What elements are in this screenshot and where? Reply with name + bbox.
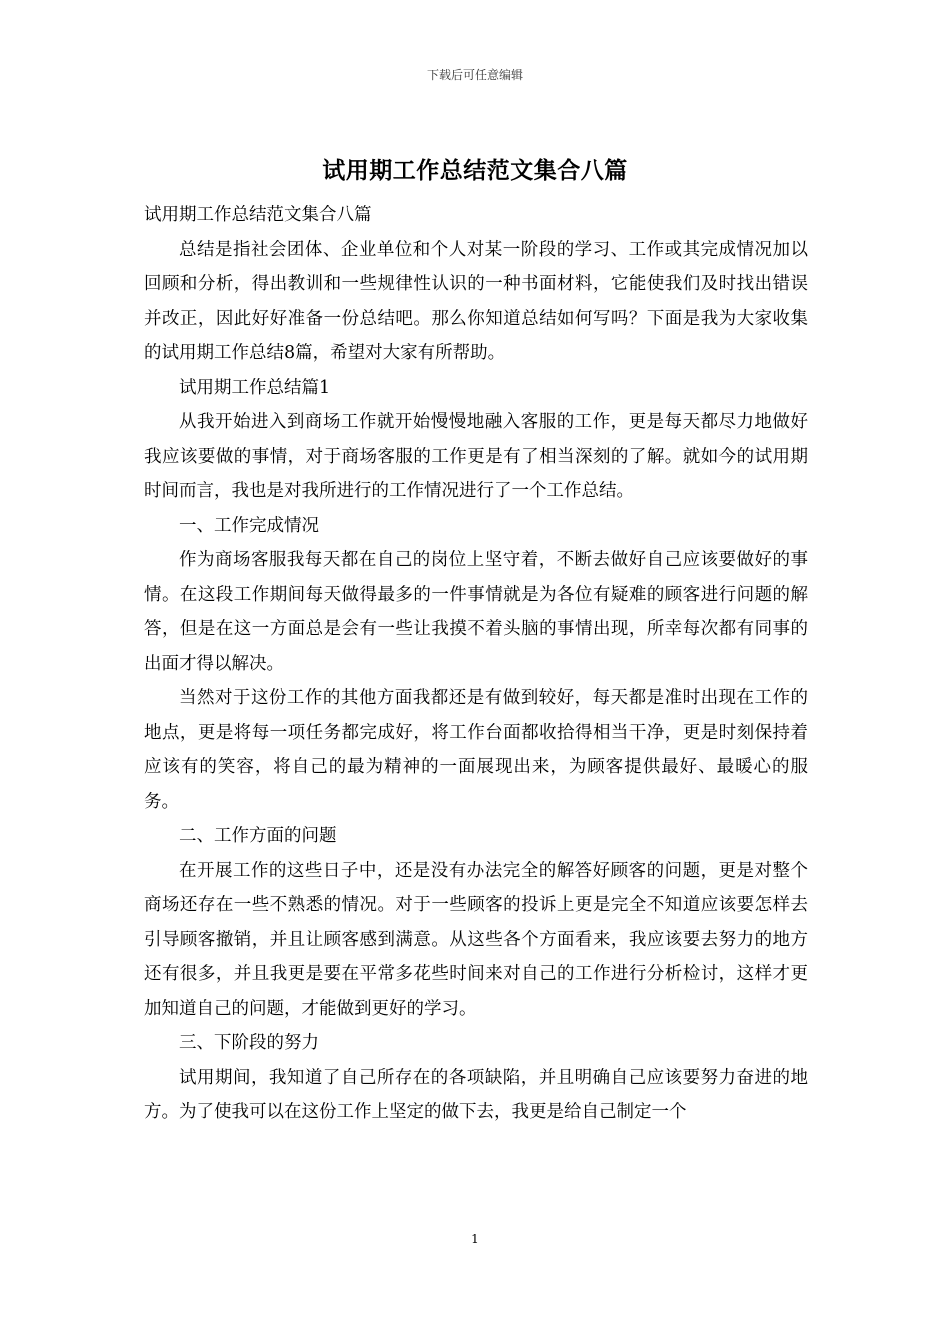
paragraph-work-problems: 在开展工作的这些日子中，还是没有办法完全的解答好顾客的问题，更是对整个商场还存在一些不熟悉的情况。对于一些顾客的投诉上更是完全不知道应该要怎样去引导顾客撤销，并且让顾客感到满意。从这些各个方面看来，我应该要去努力的地方还有很多，并且我更是要在平常多花些时间来对自己的工作进行分析检讨，这样才更加知道自己的问题，才能做到更好的学习。 [144,860,808,1019]
header-note: 下载后可任意编辑 [426,68,523,82]
paragraph-intro: 总结是指社会团体、企业单位和个人对某一阶段的学习、工作或其完成情况加以回顾和分析，得出教训和一些规律性认识的一种书面材料，它能使我们及时找出错误并改正，因此好好准备一份总结吧。那么你知道总结如何写吗？下面是我为大家收集的试用期工作总结8篇，希望对大家有所帮助。 [144,239,808,363]
section-heading-work-problems: 二、工作方面的问题 [179,826,337,846]
section-heading-part-1: 试用期工作总结篇1 [179,377,331,398]
document-title: 试用期工作总结范文集合八篇 [322,158,628,184]
paragraph-work-completion-1: 作为商场客服我每天都在自己的岗位上坚守着，不断去做好自己应该要做好的事情。在这段工作期间每天做得最多的一件事情就是为各位有疑难的顾客进行问题的解答，但是在这一方面总是会有一些让我摸不着头脑的事情出现，所幸每次都有同事的出面才得以解决。 [144,550,808,674]
document-body [144,198,808,1130]
paragraph-next-stage: 试用期间，我知道了自己所存在的各项缺陷，并且明确自己应该要努力奋进的地方。为了使我可以在这份工作上坚定的做下去，我更是给自己制定一个 [144,1067,808,1122]
paragraph-work-completion-2: 当然对于这份工作的其他方面我都还是有做到较好，每天都是准时出现在工作的地点，更是将每一项任务都完成好，将工作台面都收拾得相当干净，更是时刻保持着应该有的笑容，将自己的最为精神的一面展现出来，为顾客提供最好、最暖心的服务。 [144,688,808,812]
section-heading-work-completion: 一、工作完成情况 [179,515,319,536]
section-heading-next-stage: 三、下阶段的努力 [179,1033,319,1053]
page-number: 1 [471,1232,479,1246]
paragraph-part-1: 从我开始进入到商场工作就开始慢慢地融入客服的工作，更是每天都尽力地做好我应该要做的事情，对于商场客服的工作更是有了相当深刻的了解。就如今的试用期时间而言，我也是对我所进行的工作情况进行了一个工作总结。 [144,412,808,501]
document-subtitle: 试用期工作总结范文集合八篇 [144,205,372,225]
